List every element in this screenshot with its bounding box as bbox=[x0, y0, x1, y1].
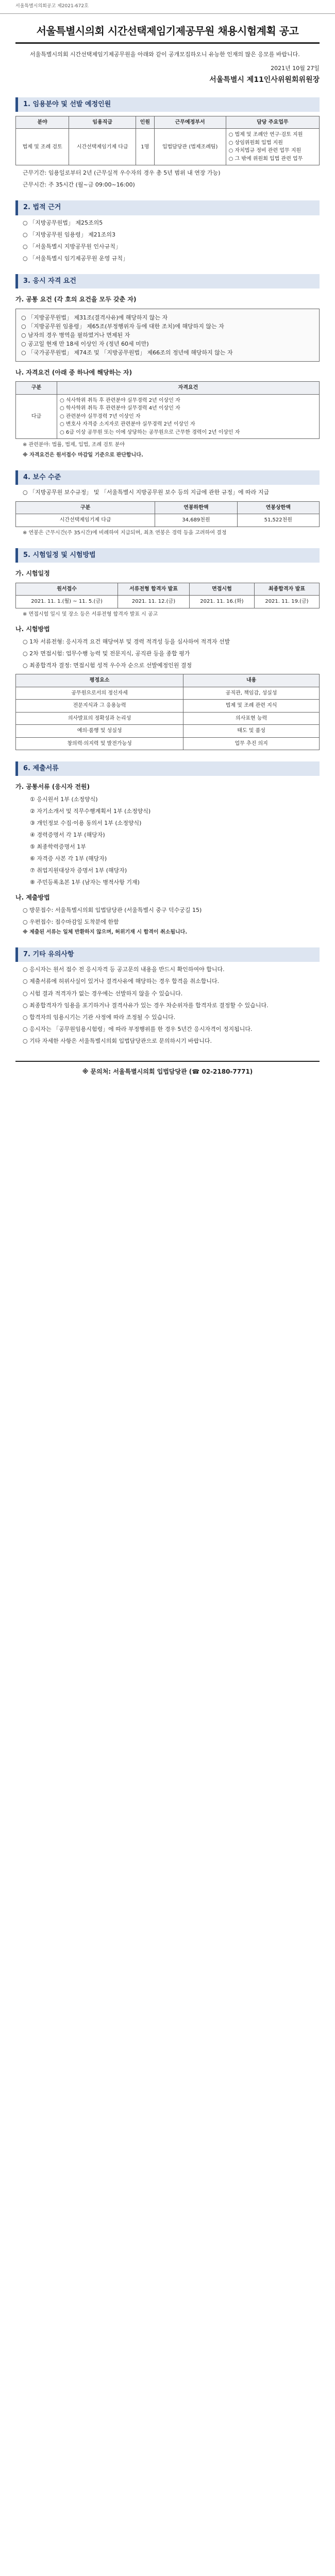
list-item: ○ 「지방공무원 임용령」 제21조의3 bbox=[23, 231, 115, 238]
table-header: 담당 주요업무 bbox=[226, 116, 319, 129]
term-text: 근무기간: 임용일로부터 2년 (근무실적 우수자의 경우 총 5년 범위 내 연장 가능) bbox=[23, 170, 221, 177]
table-cell: 입법담당관 (법제조례팀) bbox=[154, 129, 226, 165]
list-item: ④ 경력증명서 각 1부 (해당자) bbox=[30, 831, 105, 838]
warning-text: ※ 제출된 서류는 일체 반환하지 않으며, 허위기재 시 합격이 취소됩니다. bbox=[23, 929, 188, 935]
table-header: 면접시험 bbox=[189, 583, 254, 596]
recruitment-table bbox=[15, 116, 320, 166]
list-item: ○ 2차 면접시험: 업무수행 능력 및 전문지식, 공직관 등을 종합 평가 bbox=[23, 650, 190, 657]
common-requirements-box bbox=[15, 309, 320, 362]
table-row bbox=[16, 394, 320, 439]
schedule-table bbox=[15, 583, 320, 608]
table-cell: 창의력·의지력 및 발전가능성 bbox=[16, 737, 183, 750]
table-cell: 공무원으로서의 정신자세 bbox=[16, 687, 183, 700]
list-item: ○ 응시자는 「공무원임용시험령」에 따라 부정행위를 한 경우 5년간 응시자격이 정지됩니다. bbox=[23, 1025, 253, 1032]
hours-text: 근무시간: 주 35시간 (월~금 09:00~16:00) bbox=[23, 181, 135, 189]
list-item: ○ 시험 결과 적격자가 없는 경우에는 선발하지 않을 수 있습니다. bbox=[23, 990, 183, 997]
table-row bbox=[16, 725, 320, 738]
table-cell: 2021. 11. 1.(월) ~ 11. 5.(금) bbox=[16, 596, 118, 608]
page-title: 서울특별시의회 시간선택제임기제공무원 채용시험계획 공고 bbox=[36, 24, 299, 37]
table-header: 연봉상한액 bbox=[237, 501, 319, 514]
table-header: 평정요소 bbox=[16, 674, 183, 687]
section-heading: 7. 기타 유의사항 bbox=[15, 947, 320, 962]
salary-text: ○ 「지방공무원 보수규정」 및 「서울특별시 지방공무원 보수 등의 지급에 관한 규정」에 따라 지급 bbox=[23, 489, 270, 496]
section-heading: 3. 응시 자격 요건 bbox=[15, 274, 320, 289]
table-cell: 의사표현 능력 bbox=[183, 712, 320, 725]
list-item: ○ 최종합격자 결정: 면접시험 성적 우수자 순으로 선발예정인원 결정 bbox=[23, 662, 192, 669]
table-header: 구분 bbox=[16, 501, 155, 514]
contact-info: ※ 문의처: 서울특별시의회 입법담당관 (☎ 02-2180-7771) bbox=[15, 1061, 320, 1077]
table-cell: 업무 추진 의지 bbox=[183, 737, 320, 750]
list-item: ③ 개인정보 수집·이용 동의서 1부 (소정양식) bbox=[30, 819, 142, 826]
section-eligibility bbox=[15, 274, 320, 460]
table-cell: 2021. 11. 19.(금) bbox=[254, 596, 319, 608]
note-text: ※ 관련분야: 법률, 법제, 입법, 조례 검토 분야 bbox=[23, 442, 125, 448]
subsection-heading: 나. 제출방법 bbox=[15, 894, 50, 902]
list-item: ○ 최종합격자가 임용을 포기하거나 결격사유가 있는 경우 차순위자를 합격자로 결정할 수 있습니다. bbox=[23, 1002, 269, 1009]
list-item: ⑤ 최종학력증명서 1부 bbox=[30, 843, 86, 850]
list-item: ⑥ 자격증 사본 각 1부 (해당자) bbox=[30, 855, 107, 862]
table-cell: 전문지식과 그 응용능력 bbox=[16, 700, 183, 713]
list-item: ○ 남자의 경우 병역을 필하였거나 면제된 자 bbox=[21, 331, 130, 338]
subsection-heading: 가. 시험일정 bbox=[15, 570, 50, 578]
title-divider bbox=[15, 42, 320, 44]
table-cell: 시간선택제임기제 다급 bbox=[69, 129, 136, 165]
table-cell: 34,689천원 bbox=[155, 514, 237, 527]
list-item: ○ 제출서류에 허위사실이 있거나 결격사유에 해당하는 경우 합격을 취소합니다. bbox=[23, 978, 220, 985]
note-text: ※ 연봉은 근무시간(주 35시간)에 비례하여 지급되며, 최초 연봉은 경력 등을 고려하여 결정 bbox=[23, 530, 227, 536]
section-recruitment bbox=[15, 97, 320, 190]
section-heading: 5. 시험일정 및 시험방법 bbox=[15, 548, 320, 563]
table-cell: 의사발표의 정확성과 논리성 bbox=[16, 712, 183, 725]
section-notes bbox=[15, 947, 320, 1076]
table-header: 자격요건 bbox=[57, 382, 320, 395]
table-header: 인원 bbox=[136, 116, 155, 129]
list-item: ○ 「지방공무원법」 제31조(결격사유)에 해당하지 않는 자 bbox=[21, 314, 168, 321]
table-header: 구분 bbox=[16, 382, 57, 395]
table-header: 연봉하한액 bbox=[155, 501, 237, 514]
list-item: ○ 「지방공무원 임용령」 제65조(부정행위자 등에 대한 조치)에 해당하지 않는 자 bbox=[21, 323, 224, 330]
list-item: ○ 「서울특별시 지방공무원 인사규칙」 bbox=[23, 243, 121, 250]
table-cell: 공직관, 책임감, 성실성 bbox=[183, 687, 320, 700]
table-cell: 51,522천원 bbox=[237, 514, 319, 527]
table-cell: 법제 및 조례 관련 지식 bbox=[183, 700, 320, 713]
list-item: ○ 공고일 현재 만 18세 이상인 자 (정년 60세 미만) bbox=[21, 340, 149, 347]
list-item: ○ 우편접수: 접수마감일 도착분에 한함 bbox=[23, 918, 119, 925]
table-header: 근무예정부서 bbox=[154, 116, 226, 129]
table-cell: 2021. 11. 16.(화) bbox=[189, 596, 254, 608]
header-line: 서울특별시의회공고 제2021-672호 bbox=[0, 0, 335, 14]
table-cell: 다급 bbox=[16, 394, 57, 439]
table-cell: ○ 석사학위 취득 후 관련분야 실무경력 2년 이상인 자 ○ 학사학위 취득 후 관련분야 실무경력 4년 이상인 자 ○ 관련분야 실무경력 7년 이상인 자 ○ 변호사 자격증 소지자로 관련분야 실무경력 2년 이상인 자 ○ 6급 이상 공무원 또는 이에 상당하는 공무원으로 근무한 경력이 2년 이상인 자 bbox=[57, 394, 320, 439]
section-heading: 2. 법적 근거 bbox=[15, 200, 320, 215]
table-row bbox=[16, 700, 320, 713]
table-cell: 예의·품행 및 성실성 bbox=[16, 725, 183, 738]
table-row bbox=[16, 596, 320, 608]
table-header: 임용직급 bbox=[69, 116, 136, 129]
table-row bbox=[16, 737, 320, 750]
announcement-date: 2021년 10월 27일 bbox=[271, 64, 320, 72]
subsection-heading: 나. 자격요건 (아래 중 하나에 해당하는 자) bbox=[15, 368, 132, 376]
list-item: ○ 「국가공무원법」 제74조 및 「지방공무원법」 제66조의 정년에 해당하지 않는 자 bbox=[21, 349, 233, 356]
section-documents bbox=[15, 761, 320, 936]
subsection-heading: 나. 시험방법 bbox=[15, 625, 50, 633]
list-item: ② 자기소개서 및 직무수행계획서 1부 (소정양식) bbox=[30, 807, 151, 815]
subsection-heading: 가. 공통 요건 (각 호의 요건을 모두 갖춘 자) bbox=[15, 295, 137, 303]
section-legal-basis bbox=[15, 200, 320, 262]
evaluation-table bbox=[15, 674, 320, 750]
list-item: ○ 방문접수: 서울특별시의회 입법담당관 (서울특별시 중구 덕수궁길 15) bbox=[23, 906, 202, 913]
list-item: ○ 기타 자세한 사항은 서울특별시의회 입법담당관으로 문의하시기 바랍니다. bbox=[23, 1037, 212, 1044]
list-item: ○ 「지방공무원법」 제25조의5 bbox=[23, 219, 103, 226]
table-header: 서류전형 합격자 발표 bbox=[118, 583, 190, 596]
note-text: ※ 면접시험 일시 및 장소 등은 서류전형 합격자 발표 시 공고 bbox=[23, 611, 158, 617]
organization-name: 서울특별시 제11인사위원회위원장 bbox=[209, 76, 320, 84]
table-row bbox=[16, 687, 320, 700]
table-cell: 1명 bbox=[136, 129, 155, 165]
table-header: 원서접수 bbox=[16, 583, 118, 596]
list-item: ○ 「서울특별시 임기제공무원 운영 규칙」 bbox=[23, 255, 128, 262]
section-salary bbox=[15, 470, 320, 537]
table-header: 내용 bbox=[183, 674, 320, 687]
list-item: ○ 응시자는 원서 접수 전 응시자격 등 공고문의 내용을 반드시 확인하여야 합니다. bbox=[23, 966, 225, 973]
section-heading: 4. 보수 수준 bbox=[15, 470, 320, 485]
table-cell: 법제 및 조례 검토 bbox=[16, 129, 69, 165]
qualification-table bbox=[15, 381, 320, 439]
table-cell: 태도 및 품성 bbox=[183, 725, 320, 738]
table-header: 최종합격자 발표 bbox=[254, 583, 319, 596]
list-item: ○ 합격자의 임용시기는 기관 사정에 따라 조정될 수 있습니다. bbox=[23, 1013, 176, 1021]
table-cell: ○ 법제 및 조례안 연구·검토 지원 ○ 상임위원회 입법 지원 ○ 자치법규 정비 관련 업무 지원 ○ 그 밖에 위원회 입법 관련 업무 bbox=[226, 129, 319, 165]
table-cell: 시간선택제임기제 다급 bbox=[16, 514, 155, 527]
table-cell: 2021. 11. 12.(금) bbox=[118, 596, 190, 608]
salary-table bbox=[15, 501, 320, 527]
list-item: ⑦ 취업지원대상자 증명서 1부 (해당자) bbox=[30, 867, 127, 874]
section-heading: 6. 제출서류 bbox=[15, 761, 320, 776]
warning-text: ※ 자격요건은 원서접수 마감일 기준으로 판단합니다. bbox=[23, 452, 143, 458]
section-heading: 1. 임용분야 및 선발 예정인원 bbox=[15, 97, 320, 112]
table-header: 분야 bbox=[16, 116, 69, 129]
intro-text: 서울특별시의회 시간선택제임기제공무원을 아래와 같이 공개모집하오니 유능한 인재의 많은 응모를 바랍니다. bbox=[30, 50, 300, 58]
list-item: ⑧ 주민등록초본 1부 (남자는 병적사항 기재) bbox=[30, 879, 140, 886]
table-row bbox=[16, 712, 320, 725]
table-row bbox=[16, 514, 320, 527]
list-item: ① 응시원서 1부 (소정양식) bbox=[30, 795, 98, 803]
list-item: ○ 1차 서류전형: 응시자격 요건 해당여부 및 경력 적격성 등을 심사하여 적격자 선발 bbox=[23, 638, 230, 645]
table-row bbox=[16, 129, 320, 165]
section-schedule bbox=[15, 548, 320, 750]
subsection-heading: 가. 공통서류 (응시자 전원) bbox=[15, 783, 90, 791]
